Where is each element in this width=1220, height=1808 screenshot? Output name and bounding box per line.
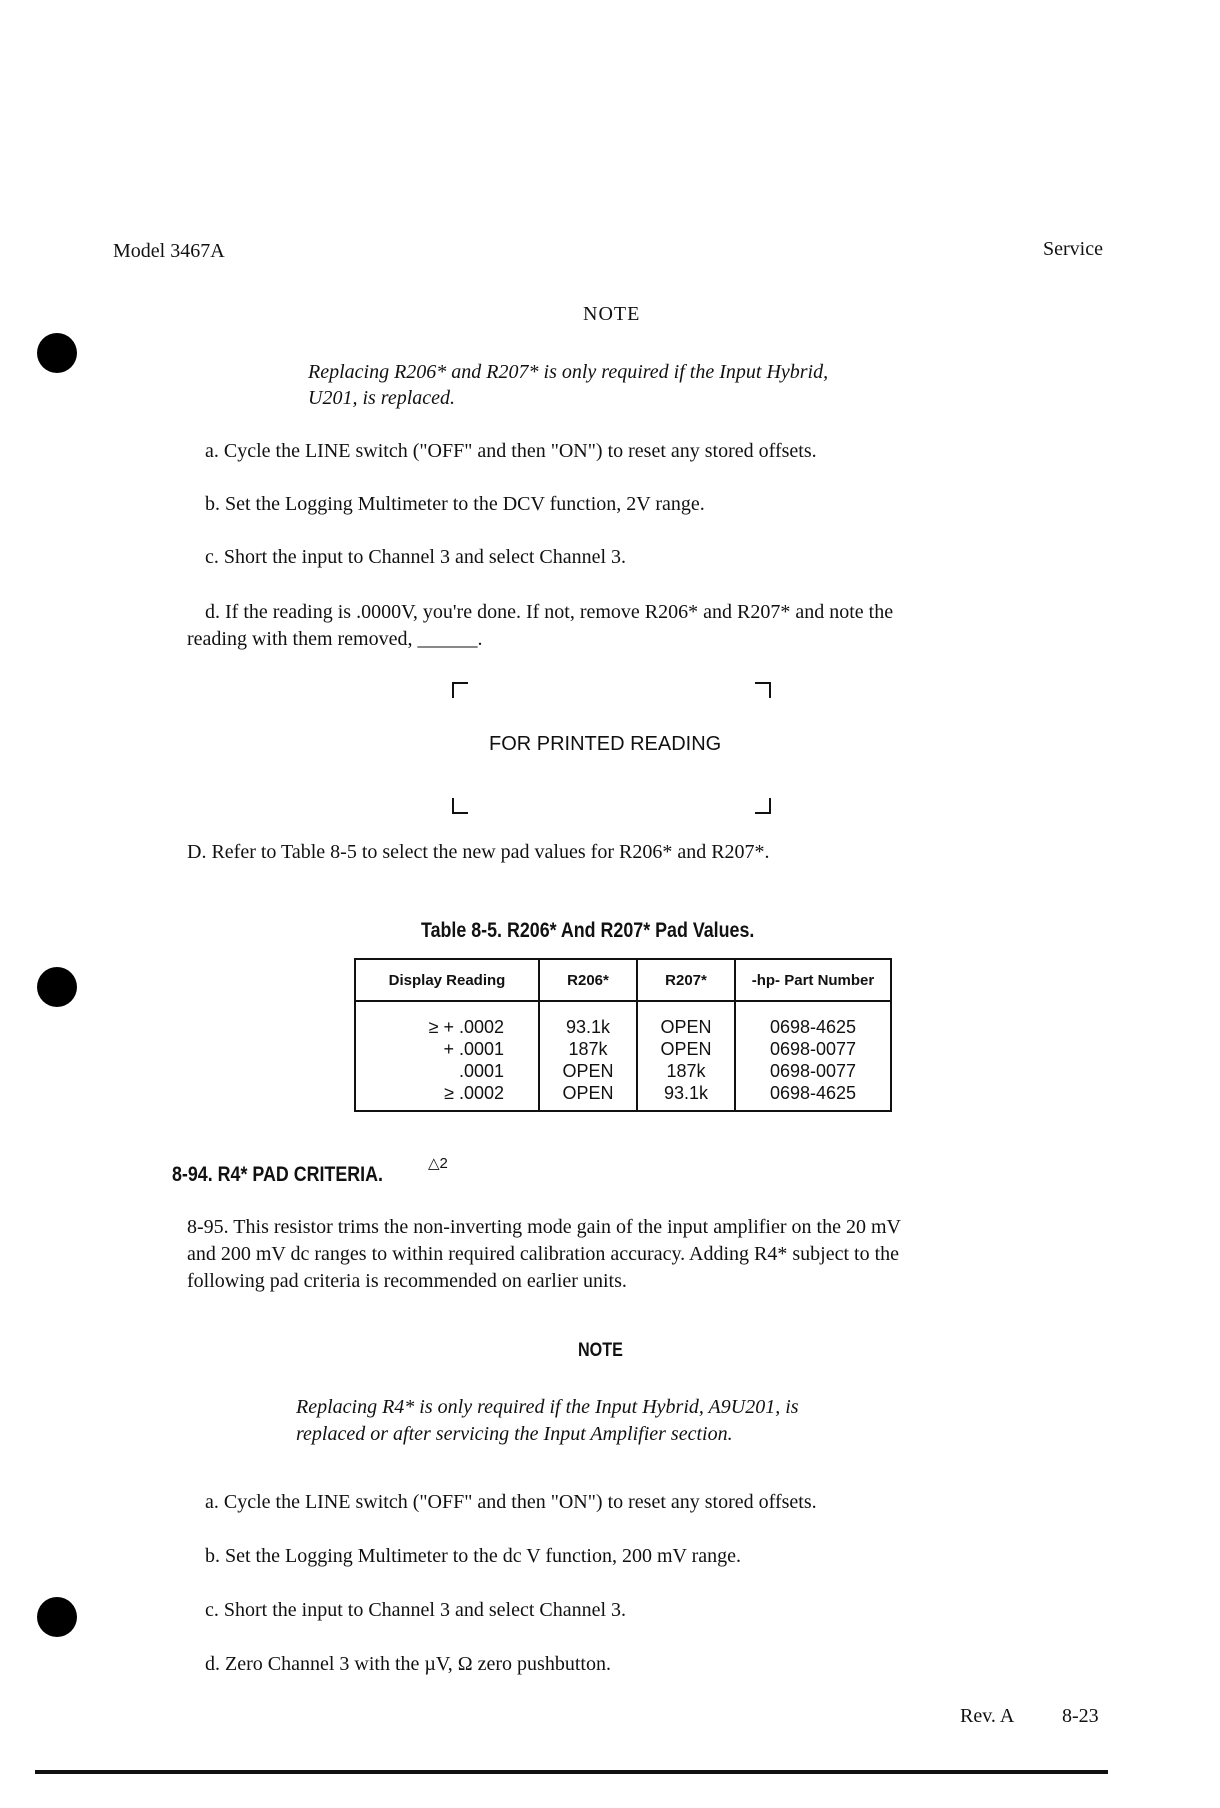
table-title: Table 8-5. R206* And R207* Pad Values.: [421, 919, 755, 942]
col-header-display-reading: Display Reading: [355, 959, 539, 1001]
note-title: NOTE: [583, 303, 641, 325]
col-header-r206: R206*: [539, 959, 637, 1001]
printed-reading-label: FOR PRINTED READING: [489, 733, 722, 755]
corner-top-left: [452, 682, 468, 698]
note-text-line1: Replacing R206* and R207* is only required if the Input Hybrid,: [308, 361, 829, 383]
punch-hole-middle: [37, 967, 77, 1007]
step-d-line2: reading with them removed, ______.: [187, 628, 483, 650]
section-para-line2: and 200 mV dc ranges to within required calibration accuracy. Adding R4* subject to the: [187, 1243, 900, 1265]
corner-top-right: [755, 682, 771, 698]
step2-d: d. Zero Channel 3 with the µV, Ω zero pushbutton.: [205, 1653, 611, 1675]
punch-hole-top: [37, 333, 77, 373]
table-row: ≥ + .0002 93.1k OPEN 0698-4625: [355, 1001, 891, 1038]
section-para-line3: following pad criteria is recommended on earlier units.: [187, 1270, 627, 1292]
corner-bottom-left: [452, 798, 468, 814]
table-row: .0001 OPEN 187k 0698-0077: [355, 1060, 891, 1082]
header-section: Service: [1043, 238, 1103, 260]
step-a: a. Cycle the LINE switch ("OFF" and then "ON") to reset any stored offsets.: [205, 440, 817, 462]
step2-c: c. Short the input to Channel 3 and select Channel 3.: [205, 1599, 627, 1621]
col-header-r207: R207*: [637, 959, 735, 1001]
note-text-line2: U201, is replaced.: [308, 387, 456, 409]
section-para-line1: 8-95. This resistor trims the non-inverting mode gain of the input amplifier on the 20 mV: [187, 1216, 901, 1238]
step-c: c. Short the input to Channel 3 and select Channel 3.: [205, 546, 627, 568]
step-d-line1: d. If the reading is .0000V, you're done. If not, remove R206* and R207* and note the: [205, 601, 894, 623]
revision-marker: △2: [428, 1155, 448, 1172]
header-model: Model 3467A: [113, 240, 225, 262]
step2-a: a. Cycle the LINE switch ("OFF" and then "ON") to reset any stored offsets.: [205, 1491, 817, 1513]
note2-text-line1: Replacing R4* is only required if the Input Hybrid, A9U201, is: [296, 1396, 799, 1418]
pad-values-table: [354, 958, 892, 1112]
col-header-part-number: -hp- Part Number: [735, 959, 891, 1001]
punch-hole-bottom: [37, 1597, 77, 1637]
section-heading: 8-94. R4* PAD CRITERIA.: [172, 1163, 383, 1186]
footer-page-number: 8-23: [1062, 1705, 1099, 1727]
step-e: D. Refer to Table 8-5 to select the new pad values for R206* and R207*.: [187, 841, 770, 863]
table-row: ≥ .0002 OPEN 93.1k 0698-4625: [355, 1082, 891, 1111]
footer-revision: Rev. A: [960, 1705, 1015, 1727]
step-b: b. Set the Logging Multimeter to the DCV function, 2V range.: [205, 493, 705, 515]
bottom-rule: [35, 1770, 1108, 1774]
note2-title: NOTE: [578, 1340, 623, 1361]
table-row: + .0001 187k OPEN 0698-0077: [355, 1038, 891, 1060]
corner-bottom-right: [755, 798, 771, 814]
note2-text-line2: replaced or after servicing the Input Amplifier section.: [296, 1423, 733, 1445]
step2-b: b. Set the Logging Multimeter to the dc V function, 200 mV range.: [205, 1545, 742, 1567]
